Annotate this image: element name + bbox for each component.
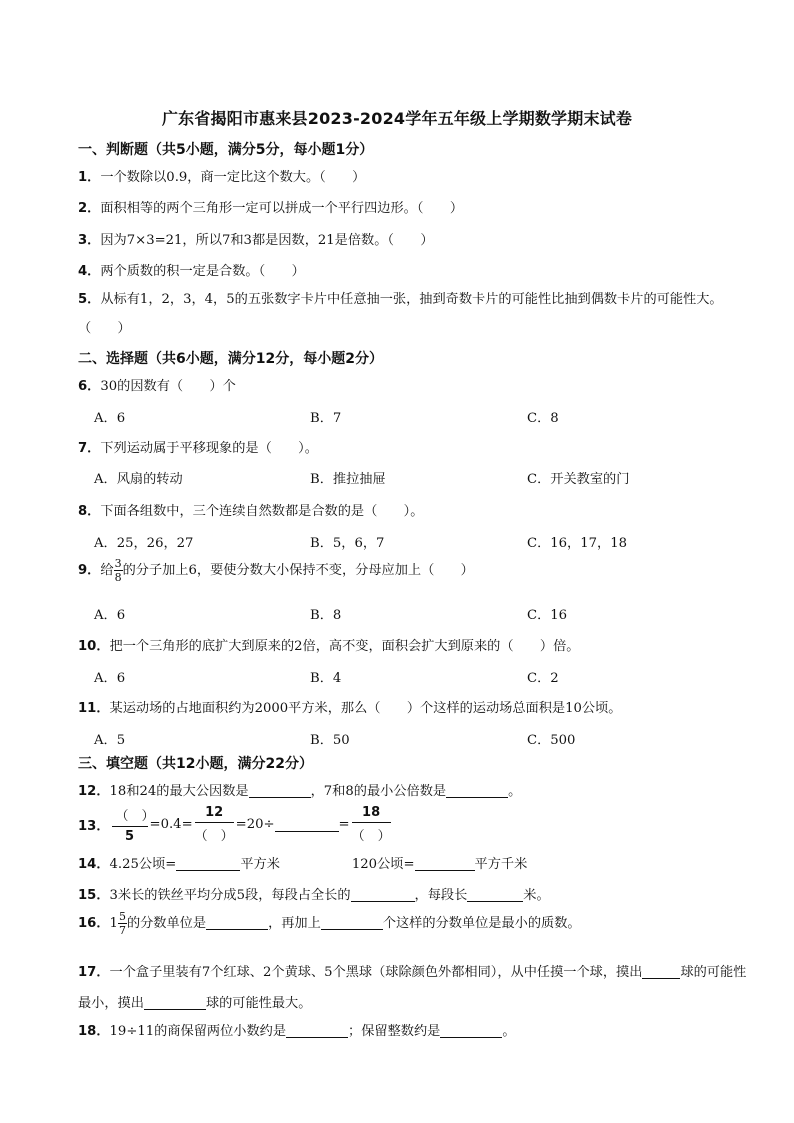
question-number: 8．	[78, 504, 101, 519]
question-number: 16．	[78, 916, 110, 931]
fraction-numerator: 5	[118, 910, 126, 923]
fraction-numerator: （ ）	[112, 805, 148, 827]
answer-blank[interactable]	[440, 1023, 502, 1038]
question-number: 2．	[78, 201, 101, 216]
question-number: 9．	[78, 563, 101, 578]
question-7	[78, 437, 318, 456]
option-a: A．风扇的转动	[94, 472, 183, 487]
question-text: 3米长的铁丝平均分成5段，每段占全长的	[109, 888, 351, 903]
question-text: 30的因数有（ ）个	[100, 379, 236, 394]
question-number: 1．	[78, 170, 101, 185]
question-10	[78, 635, 580, 654]
answer-blank[interactable]	[176, 856, 240, 871]
option-b: B．8	[310, 608, 342, 623]
question-text: 球的可能性最大。	[205, 996, 312, 1011]
question-number: 10．	[78, 639, 110, 654]
option-c: C．16	[527, 608, 568, 623]
question-2	[78, 197, 463, 216]
question-text: 因为7×3=21，所以7和3都是因数，21是倍数。（ ）	[100, 233, 434, 248]
question-text: 一个数除以0.9，商一定比这个数大。（ ）	[100, 170, 366, 185]
answer-blank[interactable]	[642, 964, 680, 979]
question-number: 17．	[78, 965, 110, 980]
fraction	[118, 911, 127, 936]
question-number: 11．	[78, 701, 110, 716]
question-number: 13．	[78, 819, 110, 834]
answer-blank[interactable]	[144, 995, 206, 1010]
option-a: A．25，26，27	[94, 536, 194, 551]
fraction	[112, 805, 155, 844]
question-13	[78, 805, 393, 844]
question-number: 4．	[78, 264, 101, 279]
answer-blank[interactable]	[249, 783, 311, 798]
fraction-denominator: 7	[118, 924, 126, 937]
answer-blank[interactable]	[206, 915, 268, 930]
option-c: C．500	[527, 733, 576, 748]
question-number: 12．	[78, 784, 110, 799]
fraction-denominator: 5	[125, 829, 135, 844]
question-18	[78, 1020, 516, 1039]
question-text: =0.4=	[149, 817, 193, 832]
answer-blank[interactable]	[286, 1023, 348, 1038]
question-text: 下列运动属于平移现象的是（ ）。	[100, 441, 318, 456]
question-text: 平方千米	[474, 857, 528, 872]
answer-blank[interactable]	[446, 783, 508, 798]
question-text: 面积相等的两个三角形一定可以拼成一个平行四边形。（ ）	[100, 201, 464, 216]
question-text: ；保留整数约是	[348, 1024, 441, 1039]
question-14	[78, 853, 527, 872]
option-a: A．5	[94, 733, 126, 748]
question-text: 4.25公顷=	[109, 857, 177, 872]
section-heading-choice: 二、选择题（共6小题，满分12分，每小题2分）	[78, 351, 383, 367]
fraction	[114, 558, 123, 583]
question-number: 3．	[78, 233, 101, 248]
question-5	[78, 285, 748, 343]
option-c: C．16，17，18	[527, 536, 627, 551]
option-a: A．6	[94, 608, 126, 623]
option-a: A．6	[94, 411, 126, 426]
fraction	[352, 805, 391, 844]
answer-blank[interactable]	[321, 915, 383, 930]
section-heading-fill-blank: 三、填空题（共12小题，满分22分）	[78, 756, 313, 772]
question-9	[78, 558, 474, 583]
question-3	[78, 229, 434, 248]
question-number: 6．	[78, 379, 101, 394]
answer-blank[interactable]	[467, 887, 523, 902]
answer-blank[interactable]	[275, 817, 339, 832]
question-8	[78, 500, 423, 519]
question-text: ，每段长	[414, 888, 468, 903]
question-text: 米。	[523, 888, 550, 903]
question-number: 7．	[78, 441, 101, 456]
question-number: 5．	[78, 292, 101, 307]
question-text: 18和24的最大公因数是	[109, 784, 249, 799]
question-text: ，7和8的最小公倍数是	[310, 784, 447, 799]
question-text: 的分数单位是	[126, 916, 207, 931]
question-text: 一个盒子里装有7个红球、2个黄球、5个黑球（球除颜色外都相同），从中任摸一个球，摸出	[109, 965, 643, 980]
question-number: 18．	[78, 1024, 110, 1039]
question-text: 球的可能性最小，摸出	[78, 965, 747, 1011]
option-a: A．6	[94, 671, 126, 686]
fraction-denominator: （ ）	[351, 829, 391, 844]
question-text: 把一个三角形的底扩大到原来的2倍，高不变，面积会扩大到原来的（ ）倍。	[109, 639, 580, 654]
question-16	[78, 911, 581, 936]
option-c: C．8	[527, 411, 559, 426]
question-text: 。	[502, 1024, 516, 1039]
mixed-number-whole: 1	[109, 916, 118, 931]
fraction-denominator: （ ）	[194, 829, 234, 844]
question-text: ，再加上	[268, 916, 321, 931]
exam-title: 广东省揭阳市惠来县2023-2024学年五年级上学期数学期末试卷	[161, 109, 633, 128]
option-c: C．开关教室的门	[527, 472, 630, 487]
fraction	[195, 805, 234, 844]
option-b: B．推拉抽屉	[310, 472, 386, 487]
question-text: 两个质数的积一定是合数。（ ）	[100, 264, 305, 279]
section-heading-judgment: 一、判断题（共5小题，满分5分，每小题1分）	[78, 142, 374, 158]
answer-blank[interactable]	[351, 887, 415, 902]
option-b: B．5，6，7	[310, 536, 385, 551]
question-6	[78, 375, 236, 394]
option-b: B．50	[310, 733, 350, 748]
question-text: 平方米	[240, 857, 280, 872]
option-c: C．2	[527, 671, 559, 686]
fraction-numerator: 3	[114, 557, 122, 570]
question-text-post: 的分子加上6，要使分数大小保持不变，分母应加上（ ）	[122, 563, 474, 578]
option-b: B．7	[310, 411, 342, 426]
question-text-pre: 给	[100, 563, 114, 578]
option-b: B．4	[310, 671, 342, 686]
question-text: 个这样的分数单位是最小的质数。	[382, 916, 581, 931]
fraction-denominator: 8	[114, 571, 122, 584]
fraction-numerator: 12	[195, 805, 234, 823]
question-text: 120公顷=	[351, 857, 415, 872]
question-text: 19÷11的商保留两位小数约是	[109, 1024, 287, 1039]
question-17	[78, 957, 748, 1019]
question-4	[78, 260, 305, 279]
question-11	[78, 697, 621, 716]
question-text: 从标有1，2，3，4，5的五张数字卡片中任意抽一张，抽到奇数卡片的可能性比抽到偶数卡片的可能性大。（ ）	[78, 292, 723, 336]
question-text: 下面各组数中，三个连续自然数都是合数的是（ ）。	[100, 504, 424, 519]
question-text: 。	[508, 784, 522, 799]
question-text: =	[338, 817, 350, 832]
question-15	[78, 884, 550, 903]
question-number: 14．	[78, 857, 110, 872]
question-1	[78, 166, 365, 185]
fraction-numerator: 18	[352, 805, 391, 823]
question-12	[78, 780, 521, 799]
question-number: 15．	[78, 888, 110, 903]
question-text: 某运动场的占地面积约为2000平方米，那么（ ）个这样的运动场总面积是10公顷。	[109, 701, 622, 716]
answer-blank[interactable]	[415, 856, 475, 871]
question-text: =20÷	[235, 817, 275, 832]
